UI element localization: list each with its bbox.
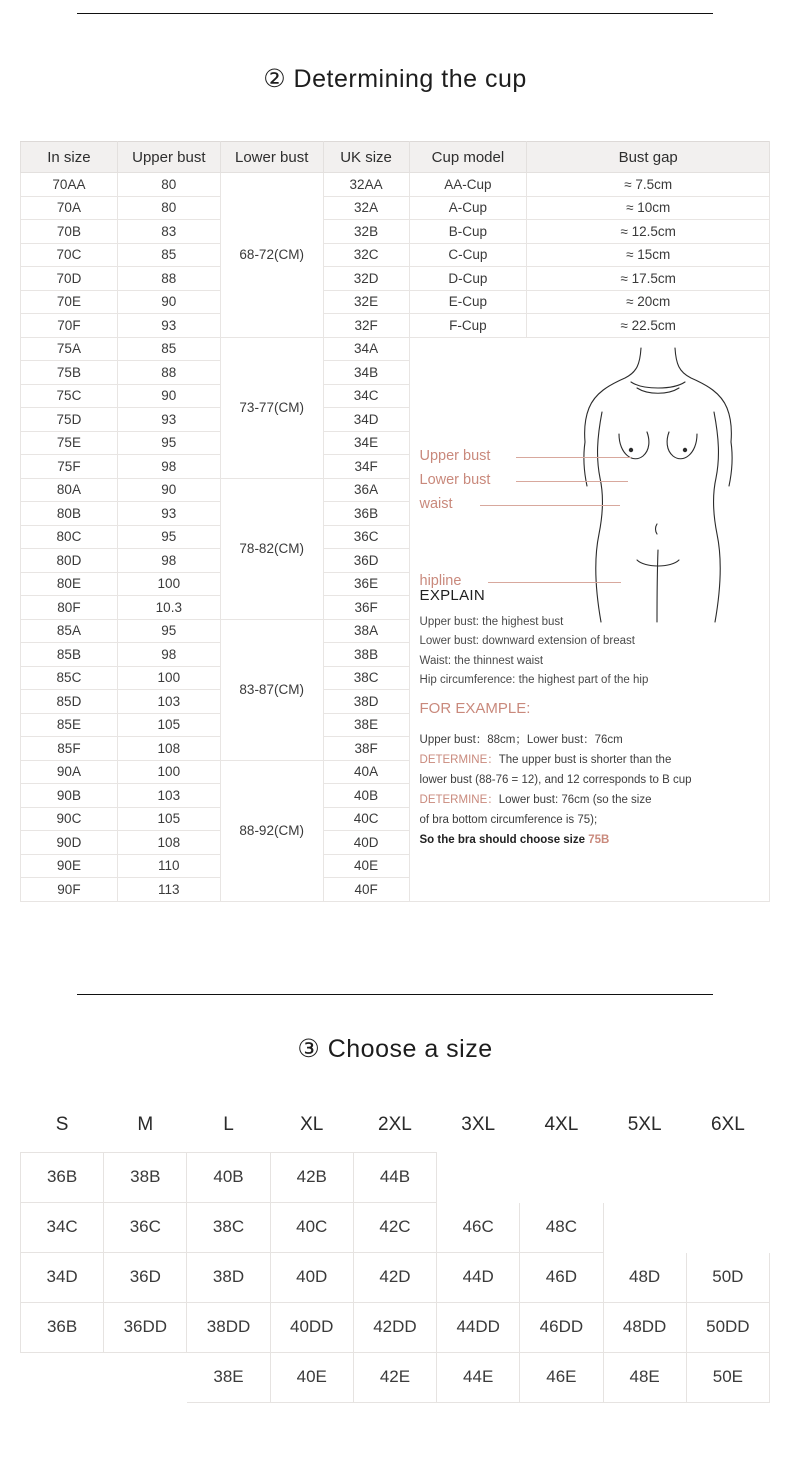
cell-uk-size: 32A <box>323 196 409 220</box>
size-cell: 40DD <box>270 1302 353 1352</box>
cell-bust-gap: ≈ 22.5cm <box>527 314 770 338</box>
cell-cup-model: E-Cup <box>409 290 527 314</box>
cell-upper-bust: 90 <box>117 478 220 502</box>
size-cell: 34D <box>21 1252 104 1302</box>
cell-lower-bust-range: 68-72(CM) <box>220 173 323 338</box>
cell-in-size: 85D <box>21 690 118 714</box>
cell-in-size: 90D <box>21 831 118 855</box>
size-cell: 38C <box>187 1202 270 1252</box>
size-table-row <box>21 1202 770 1252</box>
cell-in-size: 75A <box>21 337 118 361</box>
cell-in-size: 80F <box>21 596 118 620</box>
cell-uk-size: 38F <box>323 737 409 761</box>
cell-upper-bust: 93 <box>117 502 220 526</box>
size-cell-empty <box>603 1152 686 1202</box>
top-divider <box>77 13 713 14</box>
cell-in-size: 85A <box>21 619 118 643</box>
cell-upper-bust: 105 <box>117 807 220 831</box>
cell-in-size: 70A <box>21 196 118 220</box>
cell-in-size: 75F <box>21 455 118 479</box>
table-header-row <box>21 142 770 173</box>
table-row <box>21 314 770 338</box>
explain-line: Hip circumference: the highest part of the hip <box>419 674 649 686</box>
cell-upper-bust: 95 <box>117 525 220 549</box>
size-table-row <box>21 1252 770 1302</box>
cell-upper-bust: 103 <box>117 784 220 808</box>
explain-line: Waist: the thinnest waist <box>419 654 544 667</box>
cell-upper-bust: 108 <box>117 737 220 761</box>
size-cell: 40E <box>270 1352 353 1402</box>
cell-upper-bust: 95 <box>117 619 220 643</box>
table-row <box>21 290 770 314</box>
cell-in-size: 75D <box>21 408 118 432</box>
cell-in-size: 70E <box>21 290 118 314</box>
cell-in-size: 90A <box>21 760 118 784</box>
cell-cup-model: B-Cup <box>409 220 527 244</box>
size-cell: 42C <box>353 1202 436 1252</box>
size-cell: 48DD <box>603 1302 686 1352</box>
size-cell: 42D <box>353 1252 436 1302</box>
example-measurements: Upper bust：88cm；Lower bust：76cm <box>419 733 623 746</box>
cell-upper-bust: 88 <box>117 361 220 385</box>
cell-uk-size: 36D <box>323 549 409 573</box>
cell-uk-size: 38E <box>323 713 409 737</box>
cell-lower-bust-range: 73-77(CM) <box>220 337 323 478</box>
cell-in-size: 70C <box>21 243 118 267</box>
cell-uk-size: 32F <box>323 314 409 338</box>
cell-upper-bust: 10.3 <box>117 596 220 620</box>
cell-upper-bust: 83 <box>117 220 220 244</box>
cell-in-size: 85C <box>21 666 118 690</box>
size-cell: 50DD <box>686 1302 769 1352</box>
size-cell: 36D <box>104 1252 187 1302</box>
cell-upper-bust: 98 <box>117 455 220 479</box>
cell-upper-bust: 98 <box>117 643 220 667</box>
cell-uk-size: 32E <box>323 290 409 314</box>
example-determine-2-cont: of bra bottom circumference is 75); <box>419 813 598 826</box>
size-cell: 38B <box>104 1152 187 1202</box>
table-row <box>21 267 770 291</box>
size-col-header-m: M <box>137 1113 154 1135</box>
table-row <box>21 243 770 267</box>
explain-line: Upper bust: the highest bust <box>419 615 564 628</box>
table-row <box>21 337 770 361</box>
cell-upper-bust: 90 <box>117 384 220 408</box>
cell-cup-model: C-Cup <box>409 243 527 267</box>
size-col-header-6xl: 6XL <box>710 1113 745 1135</box>
size-header-row <box>21 1098 770 1152</box>
cell-lower-bust-range: 88-92(CM) <box>220 760 323 901</box>
size-cell-empty <box>104 1352 187 1402</box>
explain-line: Lower bust: downward extension of breast <box>419 635 635 647</box>
cell-in-size: 80C <box>21 525 118 549</box>
size-cell: 46E <box>520 1352 603 1402</box>
cell-upper-bust: 100 <box>117 572 220 596</box>
size-cell-empty <box>686 1202 769 1252</box>
size-cell: 36C <box>104 1202 187 1252</box>
cell-in-size: 75C <box>21 384 118 408</box>
size-cell: 44E <box>437 1352 520 1402</box>
col-header-lower-bust: Lower bust <box>220 142 323 173</box>
size-cell: 44DD <box>437 1302 520 1352</box>
cell-in-size: 80A <box>21 478 118 502</box>
cell-uk-size: 34A <box>323 337 409 361</box>
cell-in-size: 85E <box>21 713 118 737</box>
size-cell: 36DD <box>104 1302 187 1352</box>
cell-uk-size: 36F <box>323 596 409 620</box>
explain-heading: EXPLAIN <box>419 586 485 604</box>
cell-cup-model: A-Cup <box>409 196 527 220</box>
cell-in-size: 75E <box>21 431 118 455</box>
cell-upper-bust: 80 <box>117 196 220 220</box>
cell-uk-size: 40B <box>323 784 409 808</box>
cell-uk-size: 34B <box>323 361 409 385</box>
cell-uk-size: 34F <box>323 455 409 479</box>
middle-divider <box>77 994 713 995</box>
cell-in-size: 80D <box>21 549 118 573</box>
cell-in-size: 90E <box>21 854 118 878</box>
leader-line-hipline <box>488 582 621 583</box>
size-cell: 44D <box>437 1252 520 1302</box>
size-cell: 40B <box>187 1152 270 1202</box>
cell-cup-model: AA-Cup <box>409 173 527 197</box>
cell-upper-bust: 113 <box>117 878 220 902</box>
cell-uk-size: 38A <box>323 619 409 643</box>
size-cell: 48D <box>603 1252 686 1302</box>
cell-uk-size: 36C <box>323 525 409 549</box>
cell-uk-size: 38C <box>323 666 409 690</box>
size-col-header-3xl: 3XL <box>461 1113 496 1135</box>
cell-upper-bust: 88 <box>117 267 220 291</box>
col-header-uk-size: UK size <box>323 142 409 173</box>
cell-in-size: 85F <box>21 737 118 761</box>
col-header-upper-bust: Upper bust <box>117 142 220 173</box>
cell-uk-size: 36A <box>323 478 409 502</box>
cell-uk-size: 32AA <box>323 173 409 197</box>
cell-upper-bust: 80 <box>117 173 220 197</box>
example-determine-1: DETERMINE：The upper bust is shorter than the <box>419 753 672 766</box>
cell-upper-bust: 93 <box>117 314 220 338</box>
cell-upper-bust: 90 <box>117 290 220 314</box>
cell-uk-size: 40D <box>323 831 409 855</box>
cell-in-size: 70B <box>21 220 118 244</box>
cell-uk-size: 32B <box>323 220 409 244</box>
size-cell-empty <box>686 1152 769 1202</box>
size-cell: 38E <box>187 1352 270 1402</box>
size-cell: 42B <box>270 1152 353 1202</box>
for-example-heading: FOR EXAMPLE: <box>419 699 531 717</box>
table-row <box>21 196 770 220</box>
size-cell: 36B <box>21 1302 104 1352</box>
cell-upper-bust: 85 <box>117 243 220 267</box>
label-lower-bust: Lower bust <box>419 471 491 488</box>
col-header-in-size: In size <box>21 142 118 173</box>
size-cell: 44B <box>353 1152 436 1202</box>
size-cell: 50D <box>686 1252 769 1302</box>
cell-uk-size: 36E <box>323 572 409 596</box>
cell-lower-bust-range: 83-87(CM) <box>220 619 323 760</box>
cell-uk-size: 34E <box>323 431 409 455</box>
example-determine-2: DETERMINE：Lower bust: 76cm (so the size <box>419 793 652 806</box>
cell-bust-gap: ≈ 12.5cm <box>527 220 770 244</box>
cup-size-table <box>20 141 770 902</box>
cell-upper-bust: 100 <box>117 666 220 690</box>
size-cell: 46C <box>437 1202 520 1252</box>
cell-in-size: 75B <box>21 361 118 385</box>
size-cell-empty <box>520 1152 603 1202</box>
size-col-header-l: L <box>223 1113 234 1135</box>
size-cell: 40D <box>270 1252 353 1302</box>
cell-upper-bust: 98 <box>117 549 220 573</box>
size-cell: 46DD <box>520 1302 603 1352</box>
section-title-cup: ② Determining the cup <box>263 65 527 93</box>
cell-upper-bust: 93 <box>117 408 220 432</box>
size-cell: 38DD <box>187 1302 270 1352</box>
size-table-row <box>21 1352 770 1402</box>
for-example-body <box>420 730 750 850</box>
cell-bust-gap: ≈ 20cm <box>527 290 770 314</box>
cell-upper-bust: 85 <box>117 337 220 361</box>
size-cell: 50E <box>686 1352 769 1402</box>
col-header-bust-gap: Bust gap <box>527 142 770 173</box>
cell-uk-size: 40F <box>323 878 409 902</box>
cell-in-size: 70D <box>21 267 118 291</box>
size-col-header-5xl: 5XL <box>627 1113 662 1135</box>
leader-line-lower-bust <box>516 481 628 482</box>
leader-line-upper-bust <box>516 457 631 458</box>
cell-bust-gap: ≈ 17.5cm <box>527 267 770 291</box>
cell-in-size: 70AA <box>21 173 118 197</box>
cell-lower-bust-range: 78-82(CM) <box>220 478 323 619</box>
cell-uk-size: 34D <box>323 408 409 432</box>
cell-bust-gap: ≈ 15cm <box>527 243 770 267</box>
cell-upper-bust: 103 <box>117 690 220 714</box>
size-cell: 40C <box>270 1202 353 1252</box>
size-cell-empty <box>437 1152 520 1202</box>
size-cell: 42DD <box>353 1302 436 1352</box>
cell-in-size: 90C <box>21 807 118 831</box>
cell-in-size: 90F <box>21 878 118 902</box>
measurement-explanation-panel <box>409 337 769 901</box>
explain-list <box>420 613 649 691</box>
cell-upper-bust: 110 <box>117 854 220 878</box>
cell-upper-bust: 105 <box>117 713 220 737</box>
table-row <box>21 220 770 244</box>
cell-upper-bust: 95 <box>117 431 220 455</box>
cell-uk-size: 40E <box>323 854 409 878</box>
cell-cup-model: F-Cup <box>409 314 527 338</box>
cell-uk-size: 40A <box>323 760 409 784</box>
cell-upper-bust: 108 <box>117 831 220 855</box>
cell-bust-gap: ≈ 10cm <box>527 196 770 220</box>
cell-upper-bust: 100 <box>117 760 220 784</box>
cell-bust-gap: ≈ 7.5cm <box>527 173 770 197</box>
size-col-header-s: S <box>55 1113 69 1135</box>
cell-uk-size: 32C <box>323 243 409 267</box>
cell-uk-size: 38B <box>323 643 409 667</box>
body-figure-illustration <box>553 338 763 628</box>
example-conclusion: So the bra should choose size 75B <box>419 833 610 846</box>
cell-in-size: 80E <box>21 572 118 596</box>
label-hipline: hipline <box>419 572 462 589</box>
size-table-row <box>21 1152 770 1202</box>
cell-uk-size: 34C <box>323 384 409 408</box>
col-header-cup-model: Cup model <box>409 142 527 173</box>
size-cell: 42E <box>353 1352 436 1402</box>
size-col-header-2xl: 2XL <box>378 1113 412 1135</box>
size-cell: 46D <box>520 1252 603 1302</box>
cell-in-size: 90B <box>21 784 118 808</box>
cell-cup-model: D-Cup <box>409 267 527 291</box>
size-cell: 34C <box>21 1202 104 1252</box>
size-col-header-4xl: 4XL <box>544 1113 579 1135</box>
section-title-size: ③ Choose a size <box>297 1035 493 1063</box>
size-cell-empty <box>603 1202 686 1252</box>
table-row <box>21 173 770 197</box>
cell-in-size: 80B <box>21 502 118 526</box>
size-cell-empty <box>21 1352 104 1402</box>
size-chart-table <box>20 1098 770 1403</box>
size-col-header-xl: XL <box>300 1113 324 1135</box>
size-cell: 48E <box>603 1352 686 1402</box>
size-table-row <box>21 1302 770 1352</box>
cell-in-size: 85B <box>21 643 118 667</box>
cell-uk-size: 32D <box>323 267 409 291</box>
example-determine-1-cont: lower bust (88-76 = 12), and 12 corresponds to B cup <box>419 773 692 786</box>
label-waist: waist <box>419 495 453 512</box>
size-cell: 36B <box>21 1152 104 1202</box>
cell-uk-size: 38D <box>323 690 409 714</box>
cell-uk-size: 36B <box>323 502 409 526</box>
cell-uk-size: 40C <box>323 807 409 831</box>
leader-line-waist <box>480 505 620 506</box>
cell-in-size: 70F <box>21 314 118 338</box>
size-cell: 48C <box>520 1202 603 1252</box>
size-cell: 38D <box>187 1252 270 1302</box>
label-upper-bust: Upper bust <box>419 447 491 464</box>
